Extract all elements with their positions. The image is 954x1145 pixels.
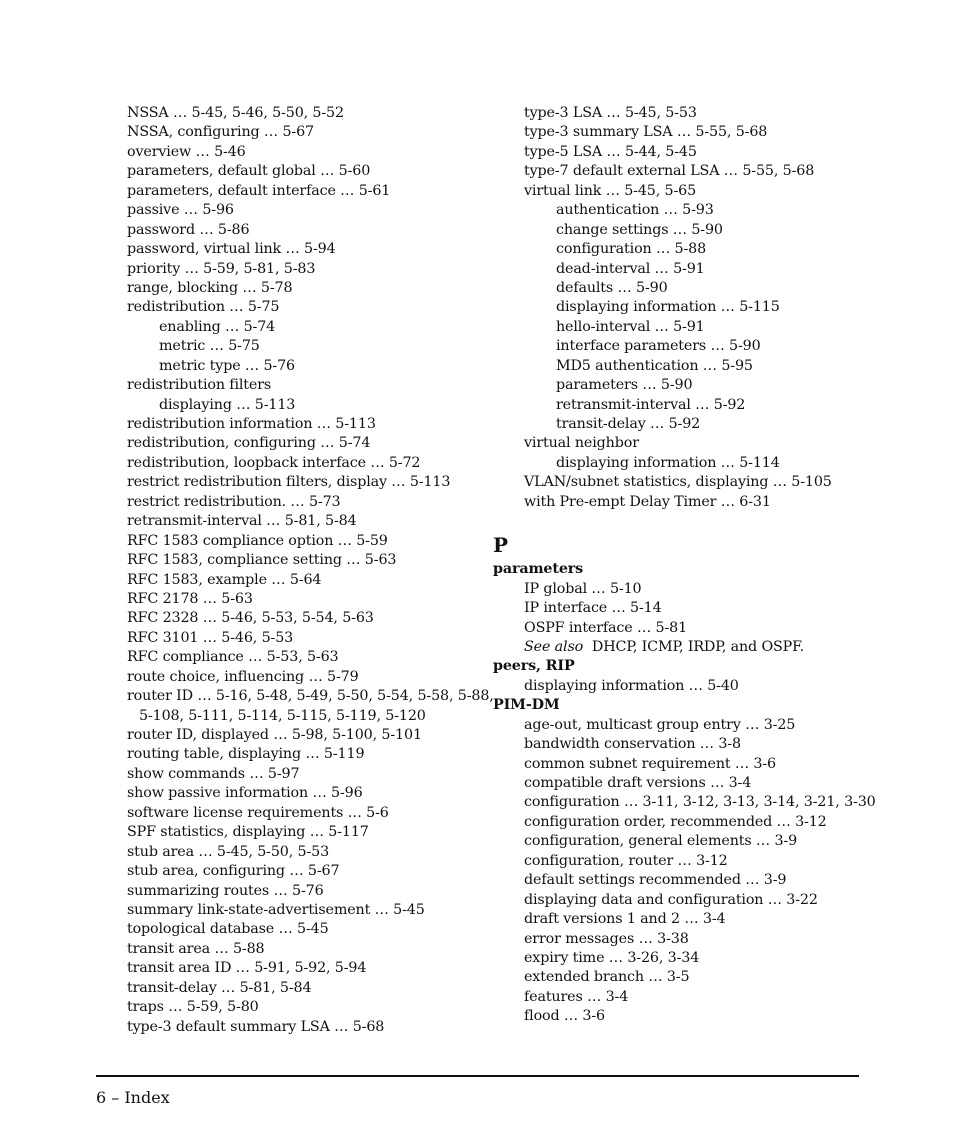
index-entry: defaults … 5-90	[556, 279, 668, 296]
index-entry: change settings … 5-90	[556, 221, 723, 238]
index-entry: enabling … 5-74	[159, 318, 276, 335]
index-entry: priority … 5-59, 5-81, 5-83	[127, 260, 316, 277]
index-entry: metric … 5-75	[159, 338, 260, 355]
index-entry: displaying information … 5-115	[556, 299, 780, 316]
index-entry: flood … 3-6	[524, 1008, 605, 1025]
index-entry: transit-delay … 5-92	[556, 416, 701, 432]
index-entry: parameters … 5-90	[556, 377, 693, 394]
index-entry: with Pre-empt Delay Timer … 6-31	[524, 493, 771, 510]
index-entry: type-5 LSA … 5-44, 5-45	[524, 143, 697, 160]
see-also-label: See also	[524, 638, 584, 655]
index-entry: NSSA, configuring … 5-67	[127, 124, 314, 141]
index-heading: parameters	[493, 561, 584, 578]
index-entry: displaying information … 5-40	[524, 677, 739, 694]
index-entry: SPF statistics, displaying … 5-117	[127, 824, 369, 841]
index-entry: stub area … 5-45, 5-50, 5-53	[127, 843, 330, 860]
index-entry: interface parameters … 5-90	[556, 338, 761, 355]
index-entry: overview … 5-46	[127, 143, 246, 160]
index-entry: routing table, displaying … 5-119	[127, 746, 365, 763]
index-entry: OSPF interface … 5-81	[524, 619, 688, 636]
index-entry: traps … 5-59, 5-80	[127, 999, 259, 1016]
index-entry: redistribution, configuring … 5-74	[127, 435, 371, 452]
index-entry: retransmit-interval … 5-81, 5-84	[127, 513, 357, 530]
index-entry: passive … 5-96	[127, 202, 234, 219]
section-letter-heading: P	[493, 533, 509, 558]
index-entry: router ID … 5-16, 5-48, 5-49, 5-50, 5-54, 5-58, 5-88,	[127, 688, 494, 705]
index-list-ospf-continued	[493, 104, 873, 512]
index-list-p	[493, 560, 876, 1027]
index-entry: type-3 summary LSA … 5-55, 5-68	[524, 124, 768, 141]
index-entry: NSSA … 5-45, 5-46, 5-50, 5-52	[127, 105, 344, 121]
index-entry: restrict redistribution. … 5-73	[127, 493, 341, 510]
index-entry: displaying information … 5-114	[556, 454, 780, 471]
index-entry: age-out, multicast group entry … 3-25	[524, 716, 796, 733]
index-entry: RFC 1583, compliance setting … 5-63	[127, 552, 397, 569]
index-entry: RFC 3101 … 5-46, 5-53	[127, 629, 294, 646]
index-entry: topological database … 5-45	[127, 921, 329, 938]
index-entry: RFC 2178 … 5-63	[127, 590, 253, 607]
index-entry: redistribution … 5-75	[127, 299, 280, 316]
index-entry: summarizing routes … 5-76	[127, 882, 324, 899]
index-entry: configuration, router … 3-12	[524, 852, 728, 869]
index-entry: parameters, default global … 5-60	[127, 163, 371, 180]
index-entry: expiry time … 3-26, 3-34	[524, 949, 700, 966]
index-entry: stub area, configuring … 5-67	[127, 863, 340, 880]
footer-divider	[96, 1075, 859, 1077]
index-entry: IP global … 5-10	[524, 580, 642, 597]
index-entry: redistribution information … 5-113	[127, 416, 376, 432]
index-entry: configuration, general elements … 3-9	[524, 833, 798, 850]
index-entry: metric type … 5-76	[159, 357, 295, 374]
index-entry: RFC compliance … 5-53, 5-63	[127, 649, 339, 666]
index-entry: password, virtual link … 5-94	[127, 241, 336, 258]
index-entry: IP interface … 5-14	[524, 600, 662, 617]
index-heading: PIM-DM	[493, 697, 560, 714]
index-entry: VLAN/subnet statistics, displaying … 5-105	[524, 474, 832, 491]
index-entry: parameters, default interface … 5-61	[127, 182, 391, 199]
index-entry: route choice, influencing … 5-79	[127, 668, 359, 685]
index-entry: RFC 2328 … 5-46, 5-53, 5-54, 5-63	[127, 610, 374, 627]
index-entry: type-3 default summary LSA … 5-68	[127, 1018, 385, 1035]
index-entry: redistribution, loopback interface … 5-72	[127, 454, 421, 471]
index-entry: dead-interval … 5-91	[556, 260, 705, 277]
index-entry: displaying data and configuration … 3-22	[524, 891, 818, 908]
index-entry: common subnet requirement … 3-6	[524, 755, 776, 772]
index-entry: show commands … 5-97	[127, 765, 300, 782]
index-entry: password … 5-86	[127, 221, 250, 238]
index-entry: error messages … 3-38	[524, 930, 689, 947]
index-entry: router ID, displayed … 5-98, 5-100, 5-101	[127, 727, 422, 743]
index-entry: extended branch … 3-5	[524, 969, 690, 986]
index-entry: default settings recommended … 3-9	[524, 872, 787, 889]
index-entry: show passive information … 5-96	[127, 785, 363, 802]
index-entry: RFC 1583 compliance option … 5-59	[127, 532, 388, 549]
index-entry: configuration order, recommended … 3-12	[524, 813, 827, 830]
index-entry: configuration … 5-88	[556, 241, 707, 258]
index-entry: type-3 LSA … 5-45, 5-53	[524, 105, 697, 121]
index-entry: displaying … 5-113	[159, 396, 296, 413]
index-column-left	[127, 104, 494, 1037]
index-heading: peers, RIP	[493, 658, 575, 675]
index-entry: draft versions 1 and 2 … 3-4	[524, 911, 726, 928]
page-footer: 6 – Index	[96, 1088, 170, 1107]
see-also-text: DHCP, ICMP, IRDP, and OSPF.	[591, 638, 805, 655]
index-entry: compatible draft versions … 3-4	[524, 775, 752, 791]
index-entry: type-7 default external LSA … 5-55, 5-68	[524, 163, 815, 180]
index-entry: RFC 1583, example … 5-64	[127, 571, 322, 588]
index-entry: range, blocking … 5-78	[127, 279, 293, 296]
index-column-right	[493, 104, 876, 1027]
index-entry: features … 3-4	[524, 988, 629, 1005]
index-entry: transit area … 5-88	[127, 940, 265, 957]
index-entry: hello-interval … 5-91	[556, 318, 705, 335]
index-entry: transit-delay … 5-81, 5-84	[127, 979, 312, 996]
index-entry: virtual link … 5-45, 5-65	[524, 182, 697, 199]
index-entry: software license requirements … 5-6	[127, 804, 389, 821]
index-entry: restrict redistribution filters, display … 5-113	[127, 474, 451, 491]
index-entry: retransmit-interval … 5-92	[556, 396, 746, 413]
index-entry: authentication … 5-93	[556, 202, 714, 219]
index-entry: transit area ID … 5-91, 5-92, 5-94	[127, 960, 367, 977]
index-entry: summary link-state-advertisement … 5-45	[127, 901, 425, 918]
index-entry: configuration … 3-11, 3-12, 3-13, 3-14, 3-21, 3-30	[524, 794, 876, 811]
index-entry: bandwidth conservation … 3-8	[524, 736, 741, 753]
index-entry: MD5 authentication … 5-95	[556, 357, 753, 374]
index-entry: 5-108, 5-111, 5-114, 5-115, 5-119, 5-120	[139, 707, 426, 724]
index-entry: virtual neighbor	[524, 435, 639, 452]
index-entry: redistribution filters	[127, 377, 272, 394]
index-entry	[493, 638, 873, 657]
